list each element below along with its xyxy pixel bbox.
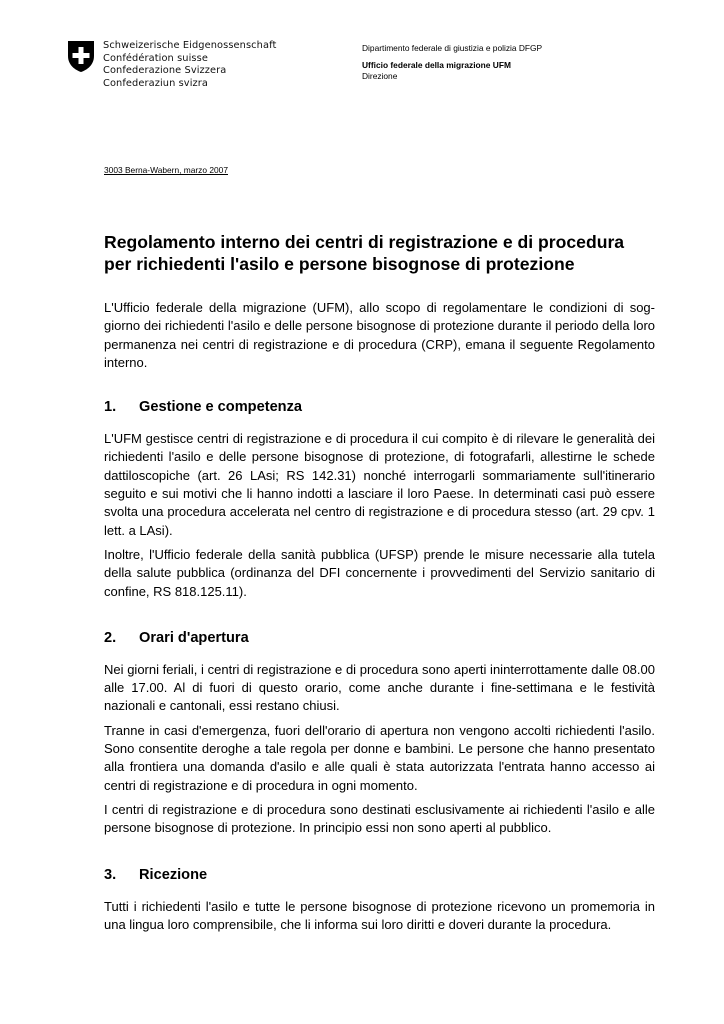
department-name: Dipartimento federale di giustizia e polizia DFGP bbox=[362, 43, 543, 53]
section-paragraph: I centri di registrazione e di procedura sono destinati esclusivamente ai richiedenti l'asilo e alle persone bisognose di protezione. In principio essi non sono aperti al pubblico. bbox=[104, 801, 655, 836]
document-body bbox=[104, 232, 655, 940]
office-name: Ufficio federale della migrazione UFM bbox=[362, 59, 511, 70]
section-paragraph: Nei giorni feriali, i centri di registrazione e di procedura sono aperti ininterrottamente dalle 08.00 alle 17.00. Al di fuori di questo orario, come anche durante i fine-settimana e le festività nazionali e cantonali, essi restano chiusi. bbox=[104, 661, 655, 714]
confederation-name-rm: Confederaziun svizra bbox=[103, 77, 208, 89]
section-number: 3. bbox=[104, 866, 117, 883]
section-paragraph: Tutti i richiedenti l'asilo e tutte le persone bisognose di protezione ricevono un promemoria in una lingua loro comprensibile, che li informa sui loro diritti e doveri durante la procedura. bbox=[104, 898, 655, 932]
section-title: Orari d'apertura bbox=[139, 629, 249, 646]
title-line-2: per richiedenti l'asilo e persone bisognose di protezione bbox=[104, 253, 575, 274]
document-title bbox=[104, 232, 655, 275]
section-paragraph: L'UFM gestisce centri di registrazione e di procedura il cui compito è di rilevare le generalità dei richiedenti l'asilo e delle persone bisognose di protezione, di fotografarli, allestirne le schede dattiloscopiche (art. 26 LAsi; RS 142.31) nonché interrogarli sommariamente sull'itinerario seguito e sui motivi che li hanno indotti a lasciare il loro Paese. In determinati casi può essere svolta una procedura accelerata nel centro di registrazione e di procedura stesso (art. 29 cpv. 1 lett. a LAsi). bbox=[104, 431, 655, 538]
confederation-name-de: Schweizerische Eidgenossenschaft bbox=[103, 40, 277, 51]
division-name: Direzione bbox=[362, 71, 398, 81]
intro-paragraph: L'Ufficio federale della migrazione (UFM), allo scopo di regolamentare le condizioni di soggiorno dei richiedenti l'asilo e delle persone bisognose di protezione durante il periodo della loro permanenza nei centri di registrazione e di procedura (CRP), emana il seguente Regolamento interno. bbox=[104, 300, 655, 370]
letterhead-logo bbox=[67, 40, 276, 90]
swiss-crest-icon bbox=[67, 40, 95, 73]
section-3 bbox=[104, 866, 655, 935]
section-heading bbox=[104, 398, 655, 416]
section-paragraph: Inoltre, l'Ufficio federale della sanità pubblica (UFSP) prende le misure necessarie alla tutela della salute pubblica (ordinanza del DFI concernente i provvedimenti del Servizio sanitario di confine, RS 818.125.11). bbox=[104, 546, 655, 599]
section-1 bbox=[104, 398, 655, 601]
section-paragraph: Tranne in casi d'emergenza, fuori dell'orario di apertura non vengono accolti richiedenti l'asilo. Sono consentite deroghe a tale regola per donne e bambini. Le persone che hanno presentato alla frontiera una domanda d'asilo e alle quali è stata autorizzata l'entrata hanno accesso ai centri di registrazione e di procedura in ogni momento. bbox=[104, 722, 655, 793]
section-number: 2. bbox=[104, 629, 117, 646]
title-line-1: Regolamento interno dei centri di registrazione e di procedura bbox=[104, 232, 625, 252]
section-title: Ricezione bbox=[139, 866, 208, 883]
section-heading bbox=[104, 866, 655, 884]
letterhead-department bbox=[362, 43, 542, 83]
confederation-names bbox=[103, 40, 276, 90]
section-2 bbox=[104, 629, 655, 838]
section-title: Gestione e competenza bbox=[139, 399, 303, 416]
section-heading bbox=[104, 629, 655, 647]
confederation-name-it: Confederazione Svizzera bbox=[103, 65, 227, 77]
confederation-name-fr: Confédération suisse bbox=[103, 52, 208, 64]
section-number: 1. bbox=[104, 399, 117, 416]
place-date: 3003 Berna-Wabern, marzo 2007 bbox=[104, 165, 228, 175]
